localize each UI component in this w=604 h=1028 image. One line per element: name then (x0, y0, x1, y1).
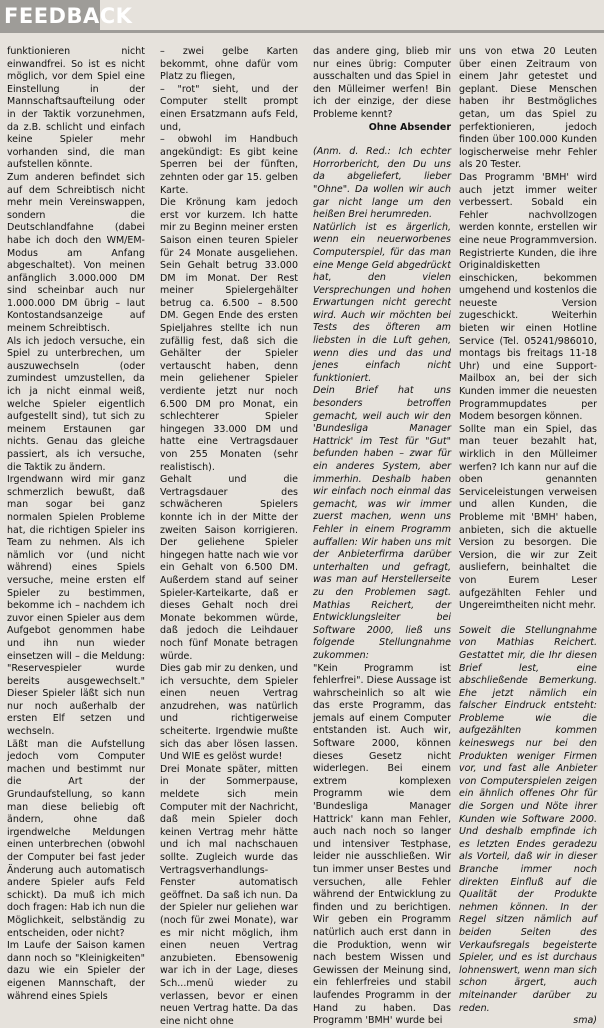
editor-initials: sma) (573, 1015, 597, 1027)
paragraph: funktionieren nicht einwandfrei. So ist es nicht möglich, vor dem Spiel eine Einstellung in der Mannschaftsaufteilung oder in der Taktik vorzunehmen, da z.B. schlicht und einfach keine Spieler mehr vorhanden sind, die man aufstellen könnte. (7, 46, 145, 171)
editor-closing: Soweit die Stellungnahme von Mathias Reichert. Gestattet mir, die Ihr diesen Brief lest, eine abschließende Bemerkung. Ehe jetzt nämlich ein falscher Eindruck entsteht: Probleme wie die aufgezählten kommen keineswegs nur bei den Produkten weniger Firmen vor, und fast alle Anbieter von Computerspielen zeigen ein ähnlich offenes Ohr für die Sorgen und Nöte ihrer Kunden wie Software 2000. Und deshalb empfinde ich es letzten Endes geradezu als Vorteil, daß wir in dieser Branche immer noch direkten Einfluß auf die Qualität der Produkte nehmen können. In der Regel sitzen nämlich auf beiden Seiten des Verkaufsregals begeisterte Spieler, und es ist durchaus lohnenswert, wenn man sich schon ärgert, auch miteinander darüber zu reden. (459, 624, 597, 1014)
paragraph: Dies gab mir zu denken, und ich versuchte, dem Spieler einen neuen Vertrag anzudrehen, was natürlich und richtigerweise scheiterte. Irgendwie mußte sich das aber lösen lassen. Und WIE es gelöst wurde! (160, 663, 298, 763)
column-1 (7, 46, 145, 1002)
header-rule (0, 30, 604, 33)
paragraph: – obwohl im Handbuch angekündigt: Es gibt keine Sperren bei der fünften, zehnten oder gar 15. gelben Karte. (160, 134, 298, 196)
vendor-statement: Das Programm 'BMH' wird auch jetzt immer weiter verbessert. Sobald ein Fehler nachvollzogen werden konnte, erstellen wir eine neue Programmversion. Registrierte Kunden, die ihre Originaldisketten einschicken, bekommen umgehend und kostenlos die neueste Version zugeschickt. Weiterhin bieten wir einen Hotline Service (Tel. 05241/986010, montags bis freitags 11-18 Uhr) und eine Support-Mailbox an, bei der sich Kunden immer die neuesten Programmupdates per Modem besorgen können. (459, 171, 597, 423)
letter-signature: Ohne Absender (368, 121, 451, 133)
paragraph: Irgendwann wird mir ganz schmerzlich bewußt, daß man sogar bei ganz normalen Spielen Probleme hat, die richtigen Spieler ins Team zu nehmen. Als ich nämlich vor (und nicht während) eines Spiels versuche, meine ersten elf Spieler zu bestimmen, bekomme ich – nachdem ich zuvor einen Spieler aus dem Aufgebot genommen habe und ihn nun wieder einsetzen will – die Meldung: "Reservespieler wurde bereits ausgewechselt." Dieser Spieler läßt sich nun nur noch außerhalb der ersten Elf setzen und wechseln. (7, 474, 145, 738)
column-4 (459, 46, 597, 1027)
editor-note: Dein Brief hat uns besonders betroffen gemacht, weil auch wir den 'Bundesliga Manager Hattrick' im Test für "Gut" befunden haben – zwar für ein anderes System, aber immerhin. Deshalb haben wir einfach noch einmal das gemacht, was wir immer zuerst machen, wenn uns Fehler in einem Programm auffallen: Wir haben uns mit der Anbieterfirma darüber unterhalten und gefragt, was man auf Herstellerseite zu den Problemen sagt. Mathias Reichert, der Entwicklungsleiter bei Software 2000, ließ uns folgende Stellungnahme zukommen: (313, 385, 451, 661)
editor-note: (Anm. d. Red.: Ich echter Horrorbericht, den Du uns da abgeliefert, lieber "Ohne". Da wollen wir auch gar nicht lange um den heißen Brei herumreden. (313, 146, 451, 221)
section-header (0, 0, 604, 40)
spacer (313, 134, 451, 146)
vendor-statement: Sollte man ein Spiel, das man teuer bezahlt hat, wirklich in den Mülleimer werfen? Ich kann nur auf die oben genannten Serviceleistungen verweisen und allen Kunden, die Probleme mit 'BMH' haben, anbieten, sich die aktuelle Version zu besorgen. Die Version, die wir zur Zeit ausliefern, beinhaltet die von Eurem Leser aufgezählten Fehler und Ungereimtheiten nicht mehr. (459, 423, 597, 612)
column-3 (313, 46, 451, 1027)
column-2 (160, 46, 298, 1027)
vendor-statement: uns von etwa 20 Leuten über einen Zeitraum von einem Jahr getestet und geplant. Diese Menschen haben ihr Bestmögliches getan, um das Spiel zu perfektionieren, jedoch finden über 100.000 Kunden logischerweise mehr Fehler als 20 Tester. (459, 46, 597, 171)
paragraph: Gehalt und die Vertragsdauer des schwächeren Spielers konnte ich in der Mitte der zweiten Saison korrigieren. Der geliehene Spieler hingegen hatte nach wie vor ein Gehalt von 6.500 DM. Außerdem stand auf seiner Spieler-Karteikarte, daß er dieses Gehalt noch drei Monate bekommen würde, daß jedoch die Leihdauer noch fünf Monate betragen würde. (160, 474, 298, 662)
paragraph: Im Laufe der Saison kamen dann noch so "Kleinigkeiten" dazu wie ein Spieler der eigenen Mannschaft, der während eines Spiels (7, 940, 145, 1002)
paragraph: Die Krönung kam jedoch erst vor kurzem. Ich hatte mir zu Beginn meiner ersten Saison einen teuren Spieler für 24 Monate ausgeliehen. Sein Gehalt betrug 33.000 DM im Monat. Der Rest meiner Spielergehälter betrug ca. 6.500 – 8.500 DM. Gegen Ende des ersten Spieljahres stellte ich nun zufällig fest, daß sich die Gehälter der Spieler vertauscht haben, denn mein geliehener Spieler verdiente jetzt nur noch 6.500 DM pro Monat, ein schlechterer Spieler hingegen 33.000 DM und hatte eine Vertragsdauer von 255 Monaten (sehr realistisch). (160, 197, 298, 473)
vendor-statement: "Kein Programm ist fehlerfrei". Diese Aussage ist wahrscheinlich so alt wie das erste Programm, das jemals auf einem Computer entstanden ist. Auch wir, Software 2000, können dieses Gesetz nicht widerlegen. Bei einem extrem komplexen Programm wie dem 'Bundesliga Manager Hattrick' kann man Fehler, auch nach noch so langer und intensiver Testphase, leider nie ausschließen. Wir tun immer unser Bestes und versuchen, alle Fehler während der Entwicklung zu finden und zu berichtigen. Wir geben ein Programm natürlich auch erst dann in die Produktion, wenn wir nach bestem Wissen und Gewissen der Meinung sind, ein fehlerfreies und stabil laufendes Programm in der Hand zu haben. Das Programm 'BMH' wurde bei (313, 662, 451, 1027)
paragraph: das andere ging, blieb mir nur eines übrig: Computer ausschalten und das Spiel in den Mülleimer werfen! Bin ich der einzige, der diese Probleme kennt? (313, 46, 451, 120)
section-title: FEEDBACK (4, 4, 133, 28)
spacer (459, 613, 597, 625)
paragraph: Läßt man die Aufstellung jedoch vom Computer machen und bestimmt nur die Art der Grundaufstellung, so kann man diese beliebig oft ändern, ohne daß irgendwelche Meldungen einen unterbrechen (obwohl der Computer bei fast jeder Änderung auch automatisch andere Spieler aufs Feld schickt). Da muß ich mich doch fragen: Hab ich nun die Möglichkeit, selbständig zu entscheiden, oder nicht? (7, 738, 145, 939)
editor-note: Natürlich ist es ärgerlich, wenn ein neuerworbenes Computerspiel, für das man eine Menge Geld abgedrückt hat, den vielen Versprechungen und hohen Erwartungen nicht gerecht wird. Auch wir möchten bei Tests des öfteren am liebsten in die Luft gehen, wenn dies und das und jenes einfach nicht funktioniert. (313, 221, 451, 384)
paragraph: – "rot" sieht, und der Computer stellt prompt einen Ersatzmann aufs Feld, und, (160, 83, 298, 133)
paragraph: Zum anderen befindet sich auf dem Schreibtisch nicht mehr mein Vereinswappen, sondern die Deutschlandfahne (dabei habe ich doch den WM/EM-Modus am Anfang abgeschaltet). Von meinen anfänglich 3.000.000 DM sind scheinbar auch nur 1.000.000 DM übrig – laut Kontostandsanzeige auf meinem Schreibtisch. (7, 171, 145, 335)
paragraph: Als ich jedoch versuche, ein Spiel zu unterbrechen, um auszuwechseln (oder zumindest umzustellen, da ich ja nicht einmal weiß, welche Spieler eigentlich aufgestellt sind), tut sich zu meinem Erstaunen gar nichts. Genau das gleiche passiert, als ich versuche, die Taktik zu ändern. (7, 335, 145, 473)
paragraph: – zwei gelbe Karten bekommt, ohne dafür vom Platz zu fliegen, (160, 46, 298, 83)
paragraph: Drei Monate später, mitten in der Sommerpause, meldete sich mein Computer mit der Nachricht, daß mein Spieler doch keinen Vertrag mehr hätte und ich mal nachschauen sollte. Zugleich wurde das Vertragsverhandlungs-Fenster automatisch geöffnet. Da saß ich nun. Da der Spieler nur geliehen war (noch für zwei Monate), war es mir nicht möglich, ihm einen neuen Vertrag anzubieten. Ebensowenig war ich in der Lage, dieses Sch...menü wieder zu verlassen, bevor er einen neuen Vertrag hatte. Da das eine nicht ohne (160, 763, 298, 1027)
